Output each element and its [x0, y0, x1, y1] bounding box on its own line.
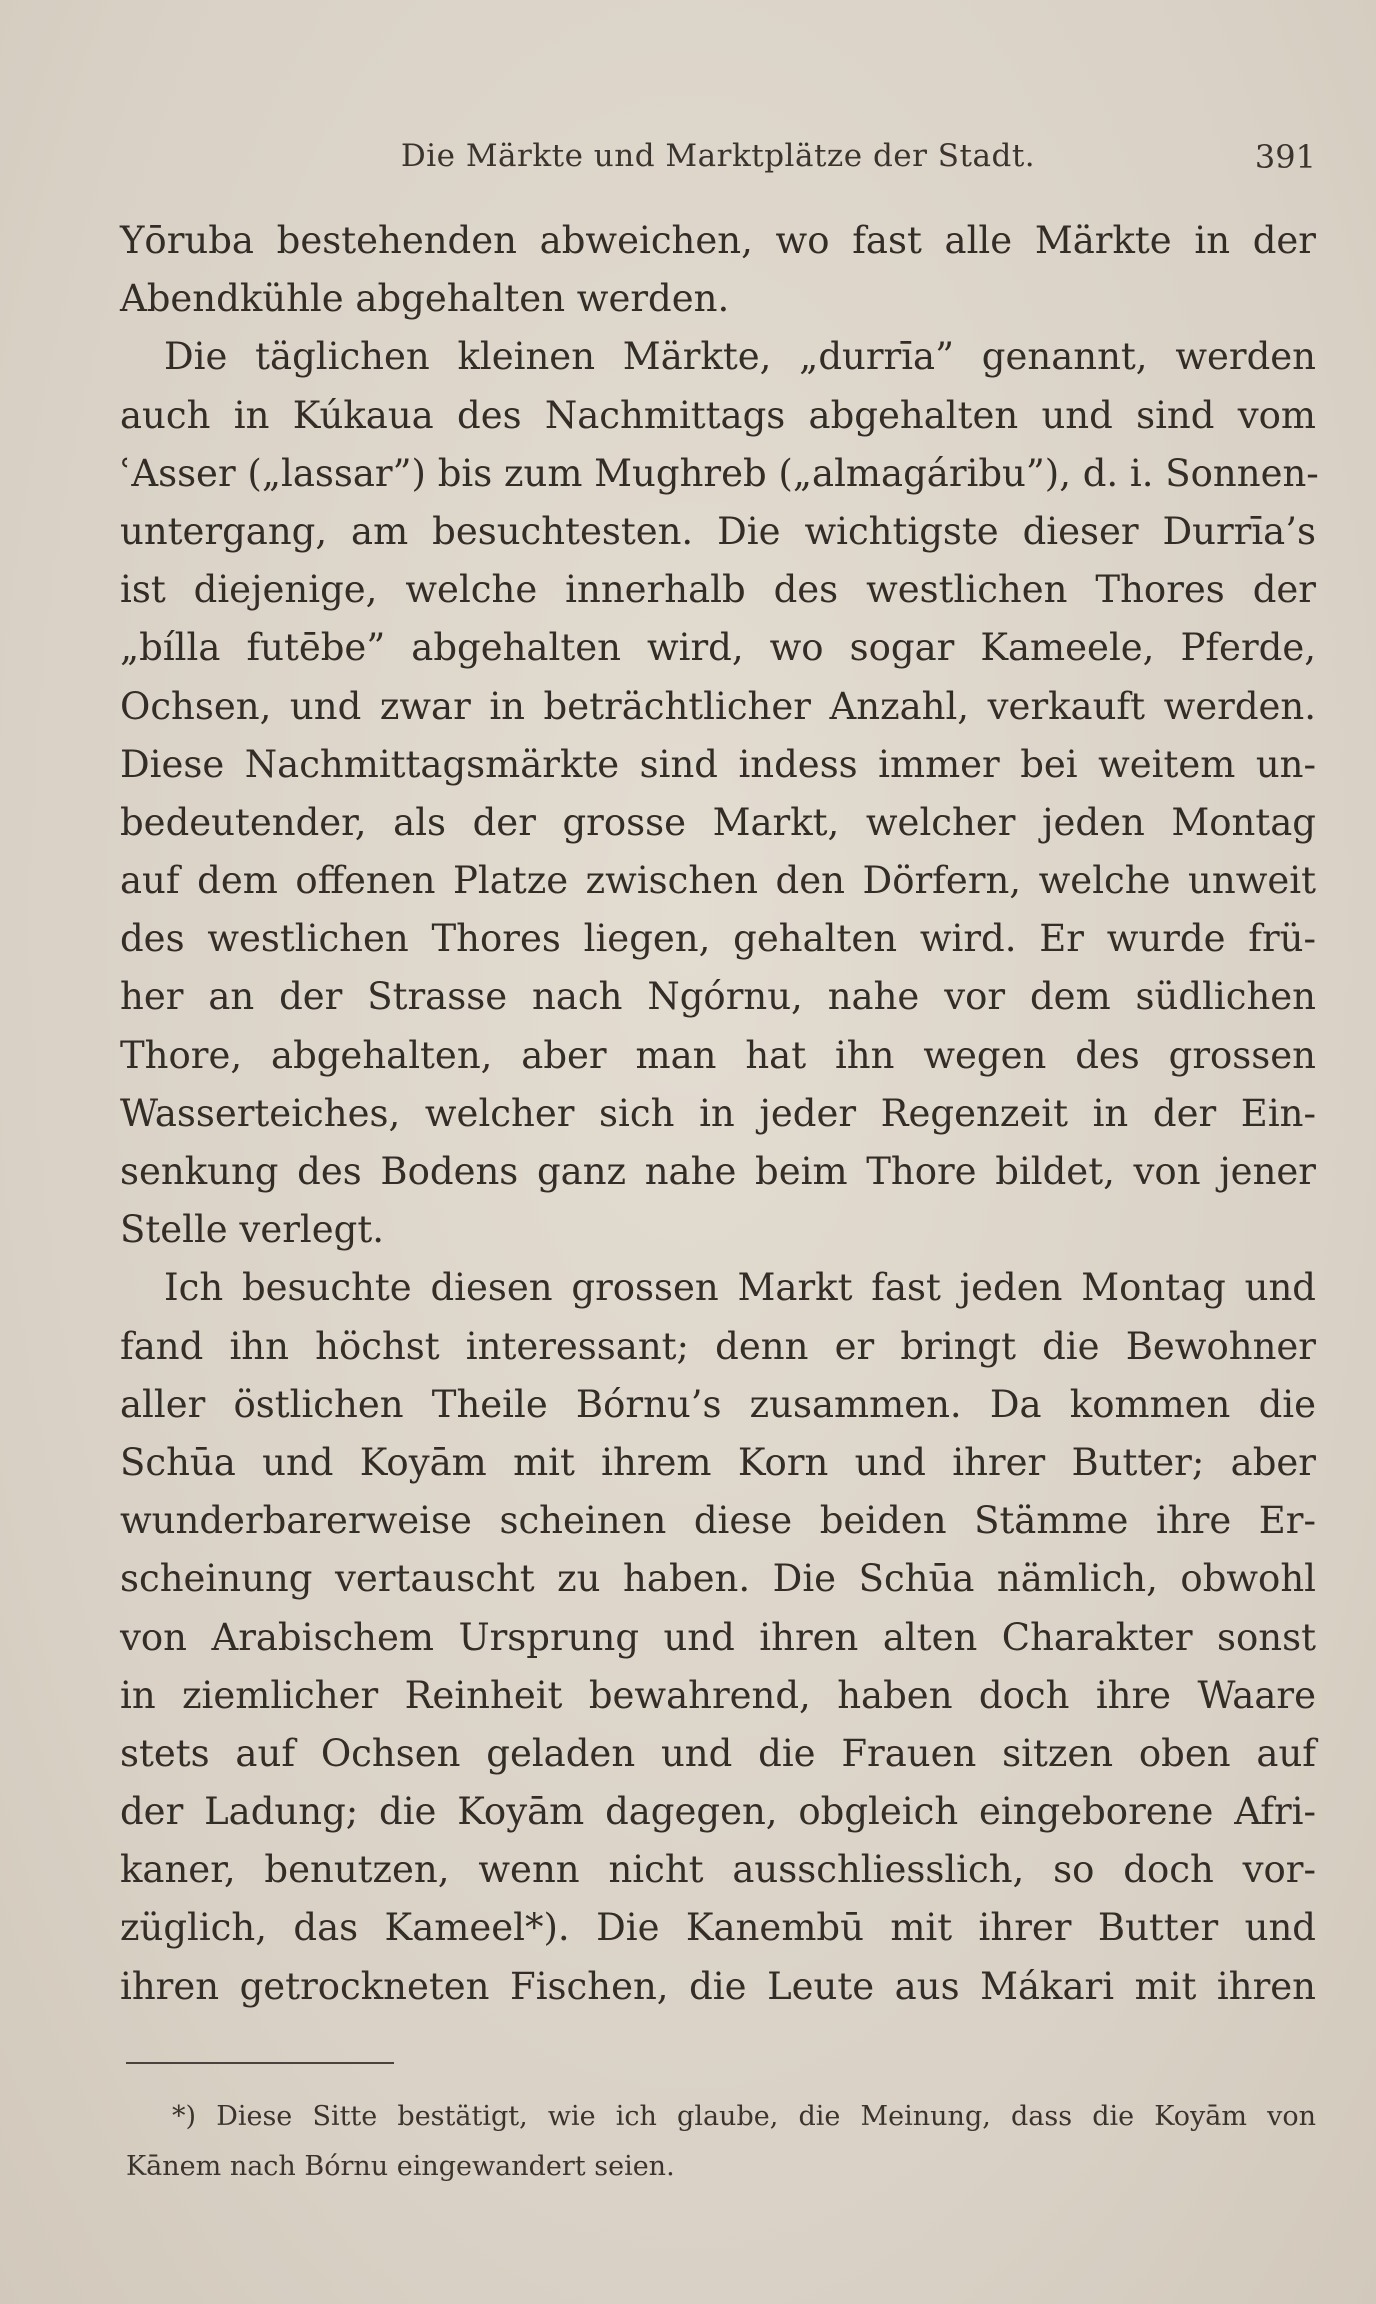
text-line: Thore, abgehalten, aber man hat ihn wegen des grossen — [120, 1033, 1316, 1077]
footnote-rule — [126, 2062, 394, 2064]
text-line: in ziemlicher Reinheit bewahrend, haben doch ihre Waare — [120, 1673, 1316, 1717]
text-line: fand ihn höchst interessant; denn er bringt die Bewohner — [120, 1324, 1316, 1368]
text-line: Ich besuchte diesen grossen Markt fast jeden Montag und — [164, 1266, 1316, 1310]
text-line: von Arabischem Ursprung und ihren alten Charakter sonst — [120, 1615, 1316, 1659]
page-number: 391 — [1254, 138, 1316, 176]
text-line: Schūa und Koyām mit ihrem Korn und ihrer Butter; aber — [120, 1440, 1316, 1484]
body-text — [120, 212, 1319, 2016]
text-line: Diese Nachmittagsmärkte sind indess immer bei weitem un- — [120, 742, 1316, 786]
text-line: ʿAsser („lassar”) bis zum Mughreb („almagáribu”), d. i. Sonnen- — [120, 451, 1319, 495]
text-line: Die täglichen kleinen Märkte, „durrīa” genannt, werden — [164, 335, 1316, 379]
text-line: aller östlichen Theile Bórnu’s zusammen. Da kommen die — [120, 1382, 1316, 1426]
text-line: Yōruba bestehenden abweichen, wo fast alle Märkte in der — [120, 219, 1316, 262]
text-line: ihren getrockneten Fischen, die Leute aus Mákari mit ihren — [120, 1964, 1316, 2008]
footnote-line: *) Diese Sitte bestätigt, wie ich glaube, die Meinung, dass die Koyām von — [172, 2101, 1316, 2132]
text-line: Stelle verlegt. — [120, 1208, 384, 1252]
footnote — [126, 2092, 1316, 2192]
text-line: „bílla futēbe” abgehalten wird, wo sogar Kameele, Pferde, — [120, 626, 1316, 670]
text-line: ist diejenige, welche innerhalb des westlichen Thores der — [120, 568, 1316, 612]
running-title: Die Märkte und Marktplätze der Stadt. — [400, 138, 1036, 174]
running-head — [120, 138, 1316, 186]
text-line: wunderbarerweise scheinen diese beiden Stämme ihre Er- — [120, 1499, 1316, 1543]
text-line: senkung des Bodens ganz nahe beim Thore bildet, von jener — [120, 1150, 1316, 1193]
text-line: Wasserteiches, welcher sich in jeder Regenzeit in der Ein- — [120, 1091, 1316, 1135]
text-line: Ochsen, und zwar in beträchtlicher Anzahl, verkauft werden. — [120, 684, 1316, 728]
text-line: untergang, am besuchtesten. Die wichtigste dieser Durrīa’s — [120, 509, 1316, 553]
text-line: bedeutender, als der grosse Markt, welcher jeden Montag — [120, 800, 1316, 844]
text-line: auf dem offenen Platze zwischen den Dörfern, welche unweit — [120, 859, 1316, 903]
text-line: züglich, das Kameel*). Die Kanembū mit ihrer Butter und — [120, 1906, 1316, 1950]
text-line: stets auf Ochsen geladen und die Frauen sitzen oben auf — [120, 1731, 1316, 1775]
text-line: scheinung vertauscht zu haben. Die Schūa nämlich, obwohl — [120, 1557, 1316, 1601]
text-line: des westlichen Thores liegen, gehalten wird. Er wurde frü- — [120, 917, 1316, 961]
text-line: her an der Strasse nach Ngórnu, nahe vor dem südlichen — [120, 975, 1316, 1019]
text-line: der Ladung; die Koyām dagegen, obgleich eingeborene Afri- — [120, 1790, 1316, 1834]
text-line: Abendkühle abgehalten werden. — [120, 277, 730, 321]
footnote-line: Kānem nach Bórnu eingewandert seien. — [126, 2151, 675, 2182]
text-line: kaner, benutzen, wenn nicht ausschliesslich, so doch vor- — [120, 1848, 1316, 1892]
text-line: auch in Kúkaua des Nachmittags abgehalten und sind vom — [120, 393, 1316, 437]
